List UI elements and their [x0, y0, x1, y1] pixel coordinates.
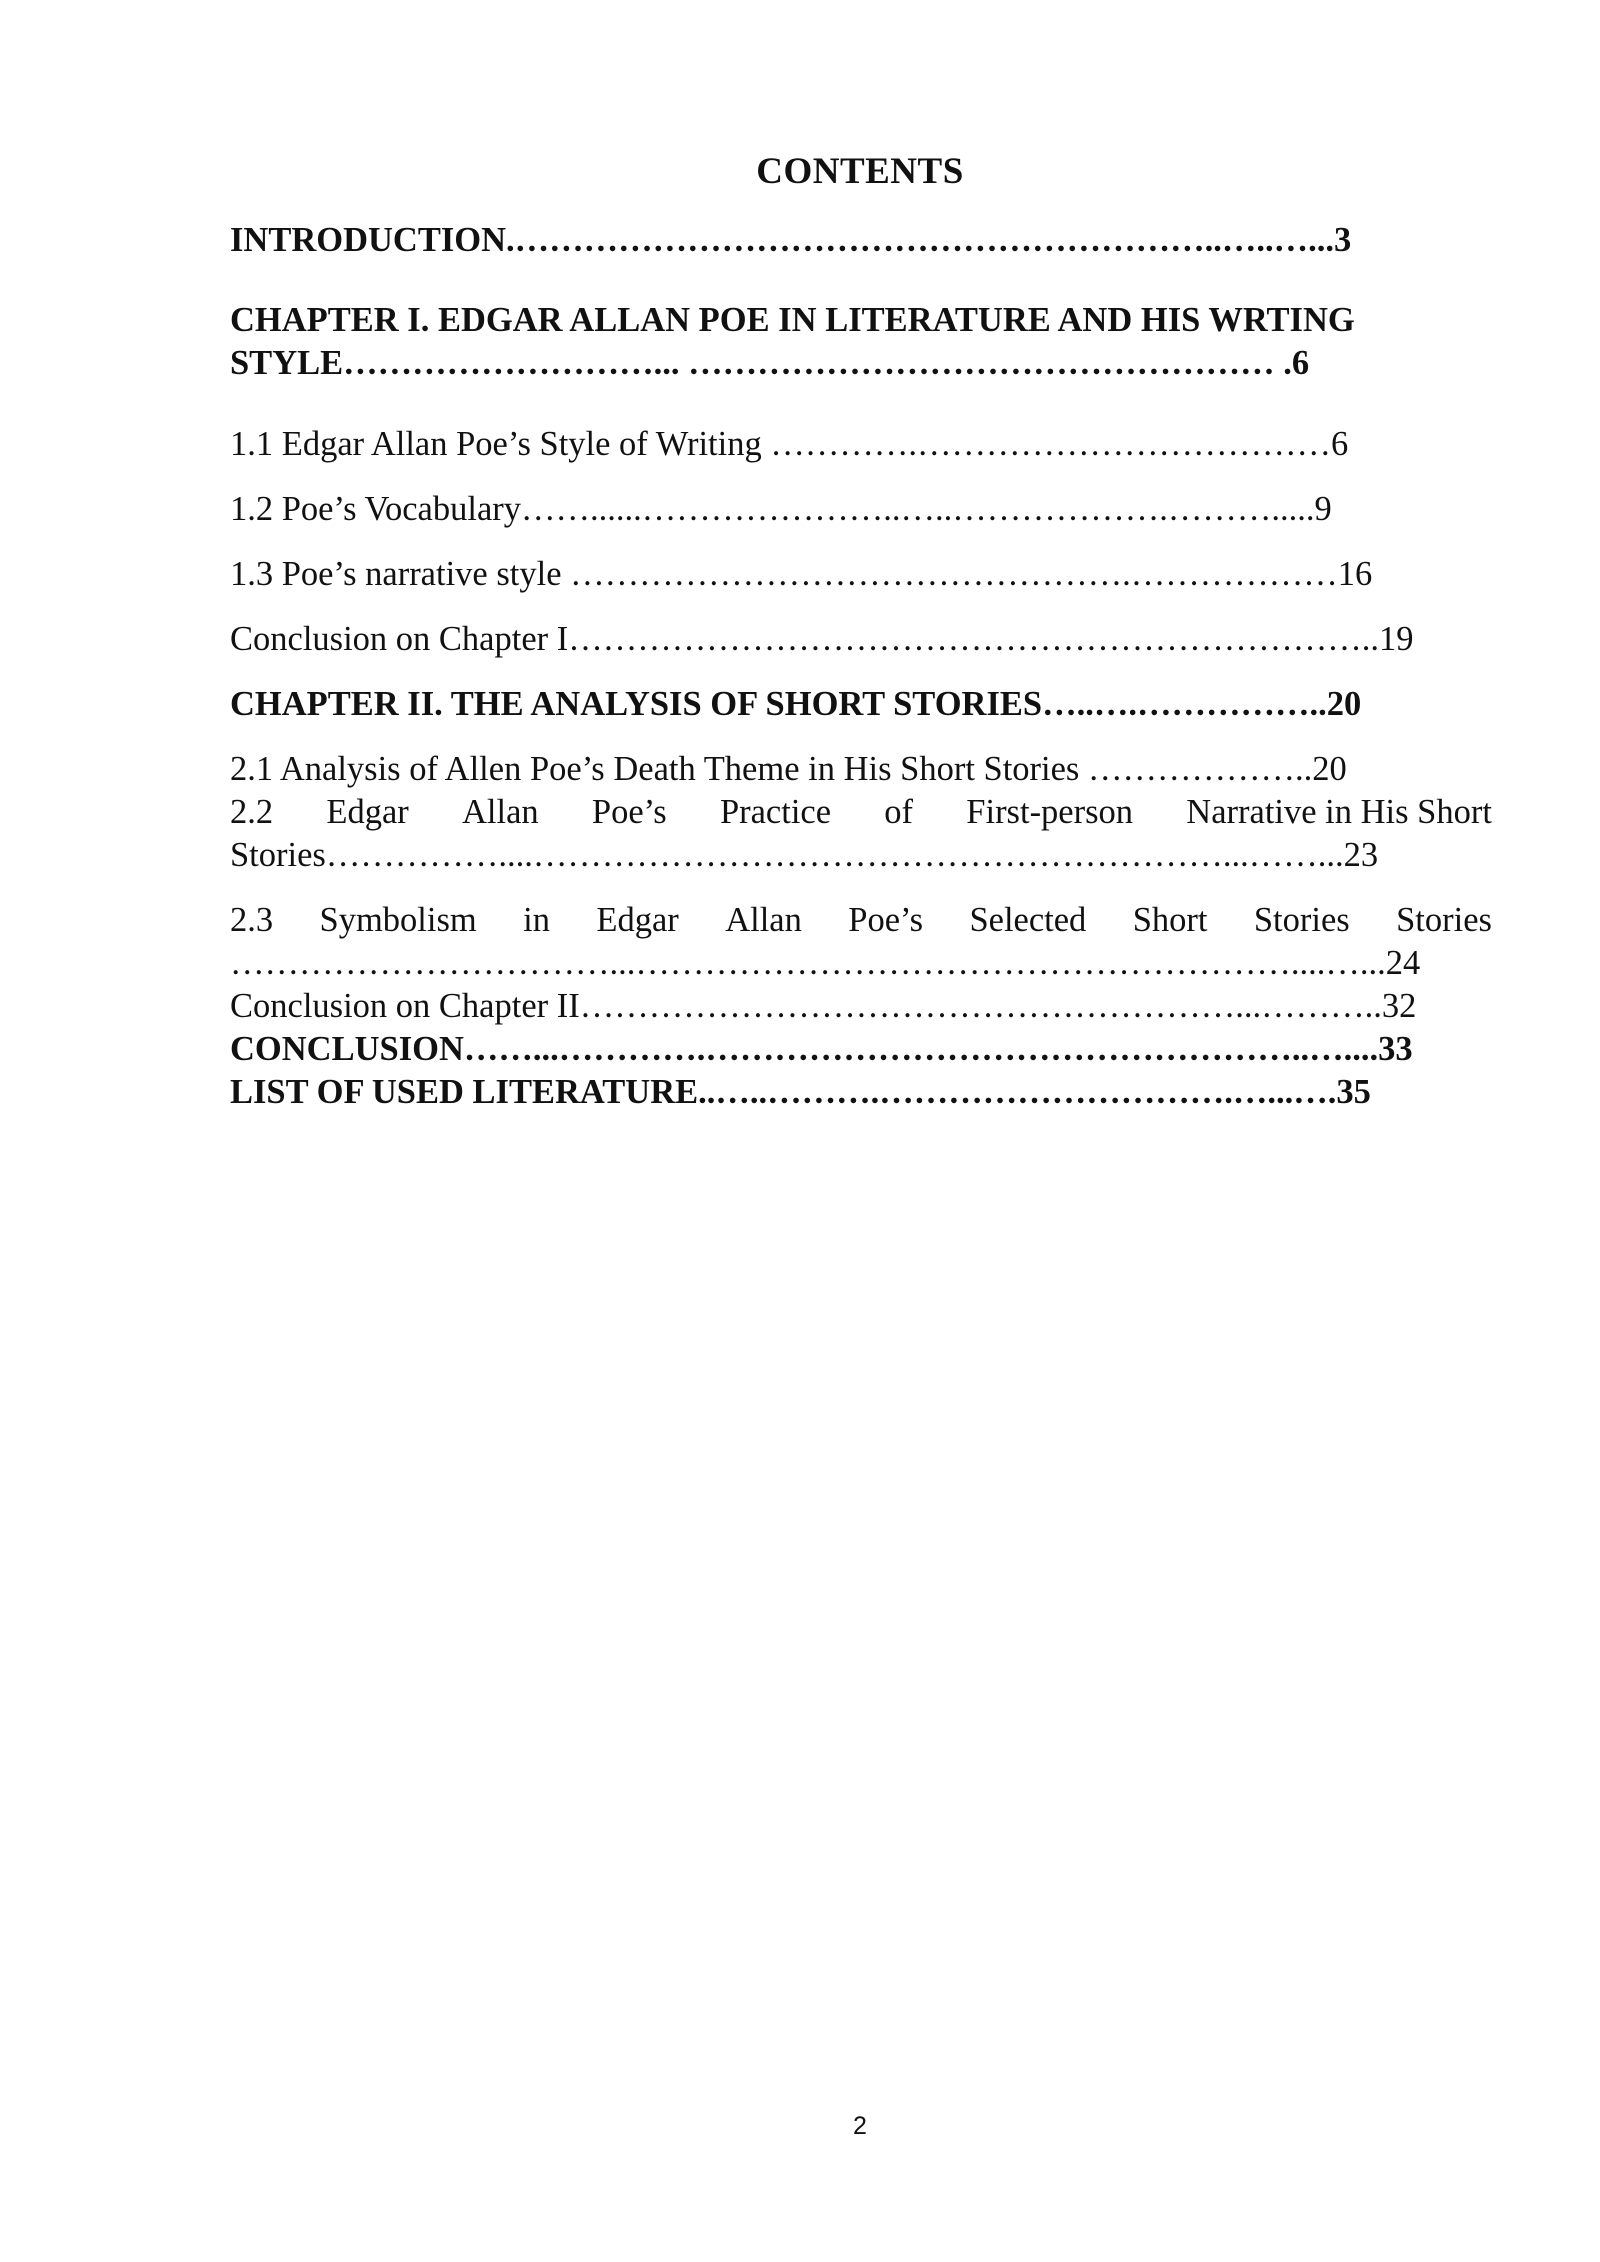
toc-entry-section-2-2-cont: Stories……………....……………………………………………………...……...23 [230, 836, 1379, 874]
toc-word: in [523, 901, 550, 939]
toc-word: Selected [969, 901, 1087, 939]
toc-entry-section-2-3 [230, 898, 1492, 942]
toc-word: Edgar [326, 793, 409, 831]
toc-word: First-person [966, 793, 1134, 831]
toc-entry-conclusion-chapter-2: Conclusion on Chapter II…………………………………………………...………..32 [230, 987, 1417, 1025]
toc-entry-section-1-1: 1.1 Edgar Allan Poe’s Style of Writing ………….………………………………6 [230, 425, 1349, 463]
toc-entry-section-2-3-cont: ……………………………...…………………………………………………....…...24 [230, 944, 1421, 982]
toc-entry-section-2-1: 2.1 Analysis of Allen Poe’s Death Theme in His Short Stories ………………..20 [230, 750, 1347, 788]
toc-entry-chapter-1-title-cont: STYLE………………………... …………………………………………… .6 [230, 344, 1310, 382]
toc-entry-used-literature: LIST OF USED LITERATURE..…..……….………………………….…...….35 [230, 1073, 1371, 1111]
toc-word: Allan [725, 901, 802, 939]
toc-entry-chapter-1-title: CHAPTER I. EDGAR ALLAN POE IN LITERATURE AND HIS WRTING [230, 301, 1355, 339]
toc-word: Symbolism [319, 901, 477, 939]
toc-word: Poe’s [591, 793, 667, 831]
toc-word: 2.2 [230, 793, 274, 831]
toc-entry-section-1-2: 1.2 Poe’s Vocabulary……......…………………..…..……………….……….....9 [230, 490, 1332, 528]
toc-word: of [884, 793, 914, 831]
toc-word: Narrative in His Short [1186, 793, 1492, 831]
toc-word: Allan [462, 793, 539, 831]
toc-word: 2.3 [230, 901, 274, 939]
toc-word: Edgar [596, 901, 679, 939]
toc-entry-chapter-2-title: CHAPTER II. THE ANALYSIS OF SHORT STORIES…..….……………..20 [230, 685, 1362, 723]
toc-word: Poe’s [848, 901, 924, 939]
toc-entry-introduction: INTRODUCTION.……………………………………………………..…..…...3 [230, 221, 1352, 259]
toc-heading: CONTENTS [756, 151, 964, 192]
toc-entry-section-2-2 [230, 790, 1492, 834]
toc-entry-conclusion-chapter-1: Conclusion on Chapter I……………………………………………………………..19 [230, 620, 1414, 658]
toc-entry-section-1-3: 1.3 Poe’s narrative style ………………………………………….………………16 [230, 555, 1373, 593]
toc-word: Practice [719, 793, 832, 831]
page-number: 2 [853, 2112, 867, 2140]
toc-word: Short [1132, 901, 1208, 939]
toc-word: Stories [1396, 901, 1492, 939]
toc-entry-conclusion: CONCLUSION……...………….……………………………………………..…....33 [230, 1030, 1413, 1068]
toc-word: Stories [1253, 901, 1350, 939]
